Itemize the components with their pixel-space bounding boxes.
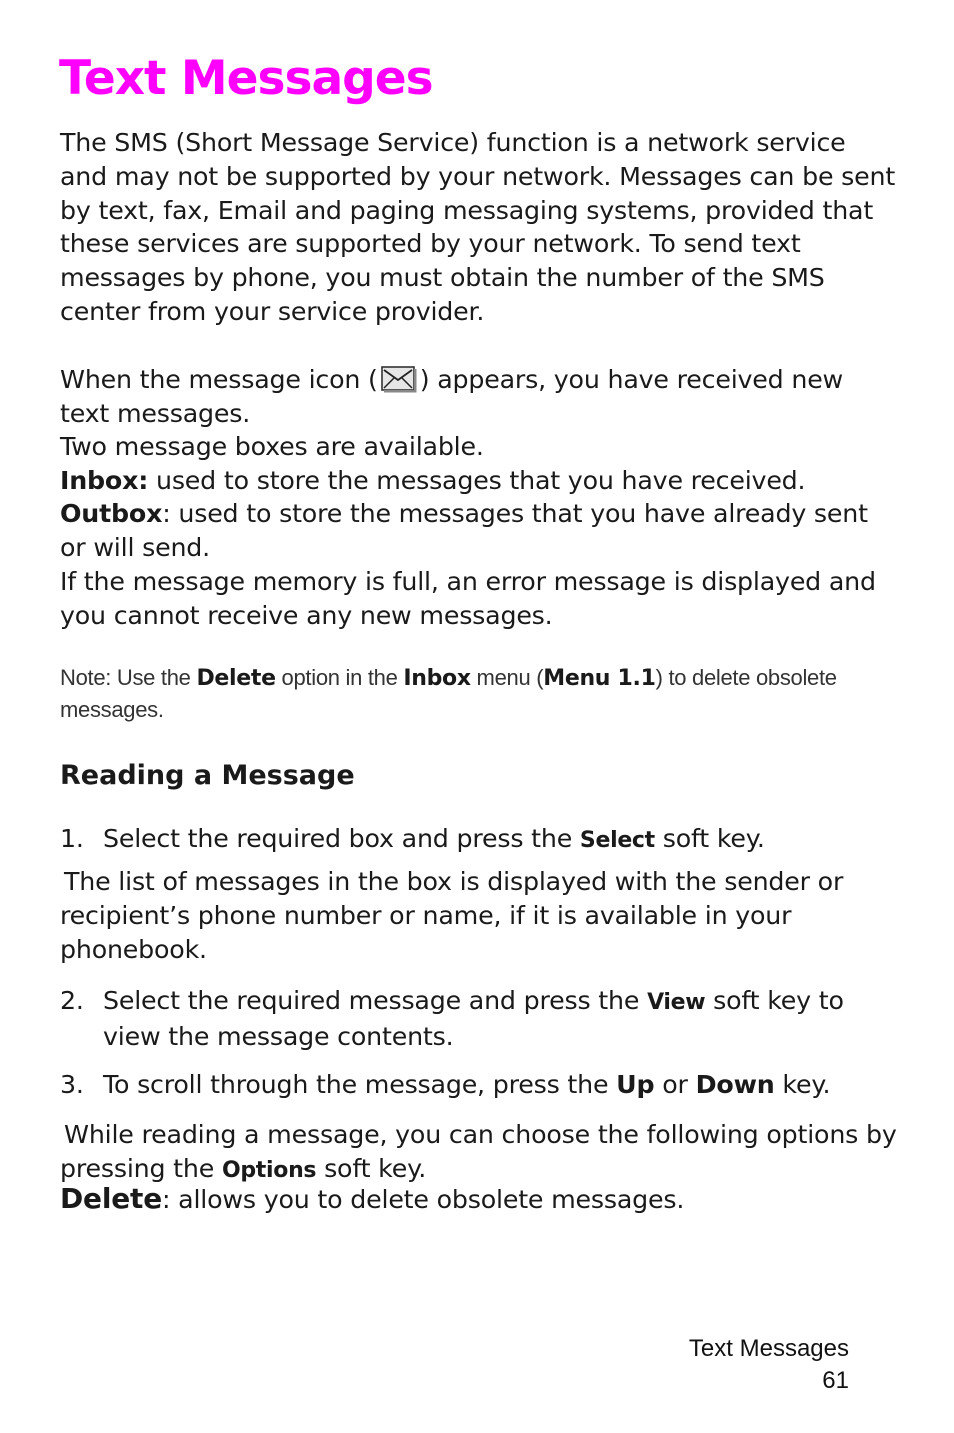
intro-paragraph: The SMS (Short Message Service) function is a network service and may not be supported by your network. Messages can be sent by text, fax, Email and paging messaging systems, provided that these services are supported by your network. To send text messages by phone, you must obtain the number of the SMS center from your service provider. <box>60 128 896 326</box>
down-key: Down <box>695 1070 775 1099</box>
delete-text: : allows you to delete obsolete messages. <box>162 1185 685 1214</box>
icon-line-after: ) appears, you have received new text messages. <box>60 365 844 428</box>
note-text-1: Note: Use the <box>60 665 197 690</box>
delete-option <box>60 1182 900 1217</box>
envelope-icon <box>380 365 418 393</box>
step-text-end: soft key to view the message contents. <box>103 986 844 1051</box>
outbox-definition <box>60 497 900 565</box>
options-paragraph <box>60 1118 900 1188</box>
page-number: 61 <box>822 1367 849 1394</box>
note <box>60 662 890 725</box>
step-text-end: soft key. <box>654 824 765 853</box>
footer-chapter: Text Messages <box>688 1335 849 1362</box>
outbox-text: : used to store the messages that you have already sent or will send. <box>60 499 868 562</box>
step-text: Select the required box and press the <box>103 824 580 853</box>
options-text: While reading a message, you can choose the following options by pressing the <box>60 1120 897 1183</box>
icon-paragraph <box>60 363 900 431</box>
note-delete-option: Delete <box>196 666 276 691</box>
step-number: 1. <box>60 824 84 853</box>
step-1 <box>60 822 890 858</box>
note-menu-number: Menu 1.1 <box>543 666 656 691</box>
delete-label: Delete <box>60 1182 162 1215</box>
note-text-2: option in the <box>275 665 404 690</box>
step-1-detail: The list of messages in the box is displayed with the sender or recipient’s phone number or name, if it is available in your phonebook. <box>60 867 844 964</box>
inbox-label: Inbox: <box>60 466 149 495</box>
page-title: Text Messages <box>59 51 433 106</box>
up-key: Up <box>616 1070 655 1099</box>
inbox-definition <box>60 464 900 498</box>
step-number: 3. <box>60 1070 84 1099</box>
step-3 <box>60 1068 890 1102</box>
step-number: 2. <box>60 986 84 1015</box>
outbox-label: Outbox <box>60 499 163 528</box>
icon-line-before: When the message icon ( <box>60 365 378 394</box>
step-text-end: key. <box>774 1070 831 1099</box>
note-text-4: ) to delete obsolete messages. <box>60 665 837 722</box>
view-soft-key: View <box>647 990 706 1015</box>
inbox-text: used to store the messages that you have received. <box>148 466 806 495</box>
step-text: Select the required message and press the <box>103 986 648 1015</box>
options-text-end: soft key. <box>316 1153 427 1183</box>
options-soft-key: Options <box>221 1157 317 1183</box>
page-footer <box>689 1333 849 1397</box>
section-title: Reading a Message <box>60 760 355 791</box>
step-2 <box>60 984 890 1054</box>
boxes-line: Two message boxes are available. <box>60 432 484 461</box>
select-soft-key: Select <box>579 828 655 853</box>
note-inbox-menu: Inbox <box>403 666 471 691</box>
step-text: To scroll through the message, press the <box>103 1070 617 1099</box>
memory-full-paragraph: If the message memory is full, an error message is displayed and you cannot receive any new messages. <box>60 567 876 630</box>
note-text-3: menu ( <box>470 665 544 690</box>
step-text-mid: or <box>654 1070 696 1099</box>
